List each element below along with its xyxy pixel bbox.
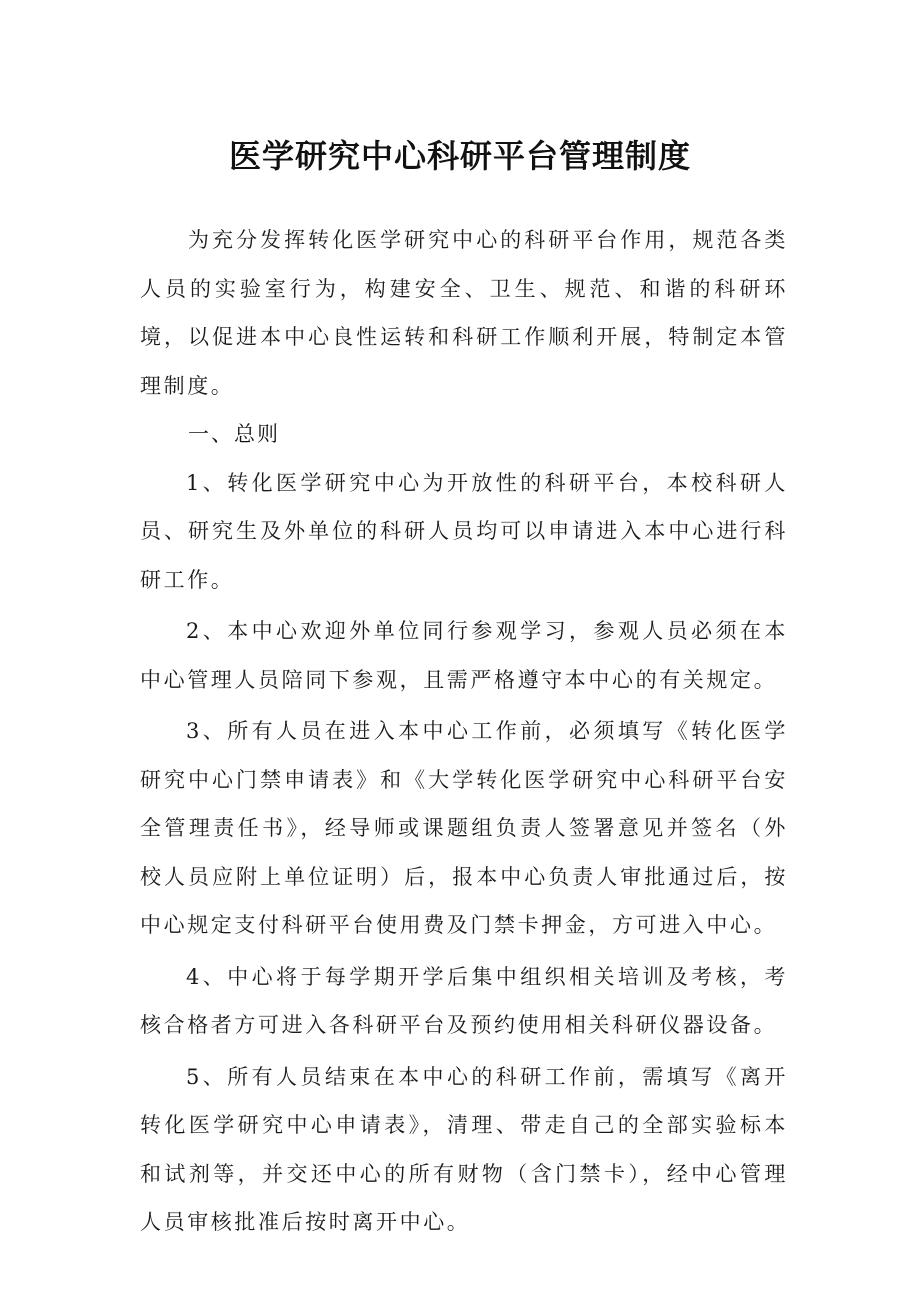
rule-item: 1、转化医学研究中心为开放性的科研平台，本校科研人员、研究生及外单位的科研人员均可以申请进入本中心进行科研工作。 [140,470,788,592]
rule-item: 3、所有人员在进入本中心工作前，必须填写《转化医学研究中心门禁申请表》和《大学转化医学研究中心科研平台安全管理责任书》，经导师或课题组负责人签署意见并签名（外校人员应附上单位证明）后，报本中心负责人审批通过后，按中心规定支付科研平台使用费及门禁卡押金，方可进入中心。 [140,719,788,937]
document-title: 医学研究中心科研平台管理制度 [228,137,691,175]
document-body [140,216,788,1247]
rule-item: 5、所有人员结束在本中心的科研工作前，需填写《离开转化医学研究中心申请表》，清理、带走自己的全部实验标本和试剂等，并交还中心的所有财物（含门禁卡），经中心管理人员审核批准后按时离开中心。 [140,1064,788,1234]
section-heading: 一、总则 [188,422,280,446]
rule-item: 2、本中心欢迎外单位同行参观学习，参观人员必须在本中心管理人员陪同下参观，且需严格遵守本中心的有关规定。 [140,619,788,692]
rule-item: 4、中心将于每学期开学后集中组织相关培训及考核，考核合格者方可进入各科研平台及预约使用相关科研仪器设备。 [140,964,788,1037]
intro-paragraph: 为充分发挥转化医学研究中心的科研平台作用，规范各类人员的实验室行为，构建安全、卫生、规范、和谐的科研环境，以促进本中心良性运转和科研工作顺利开展，特制定本管理制度。 [140,228,788,398]
